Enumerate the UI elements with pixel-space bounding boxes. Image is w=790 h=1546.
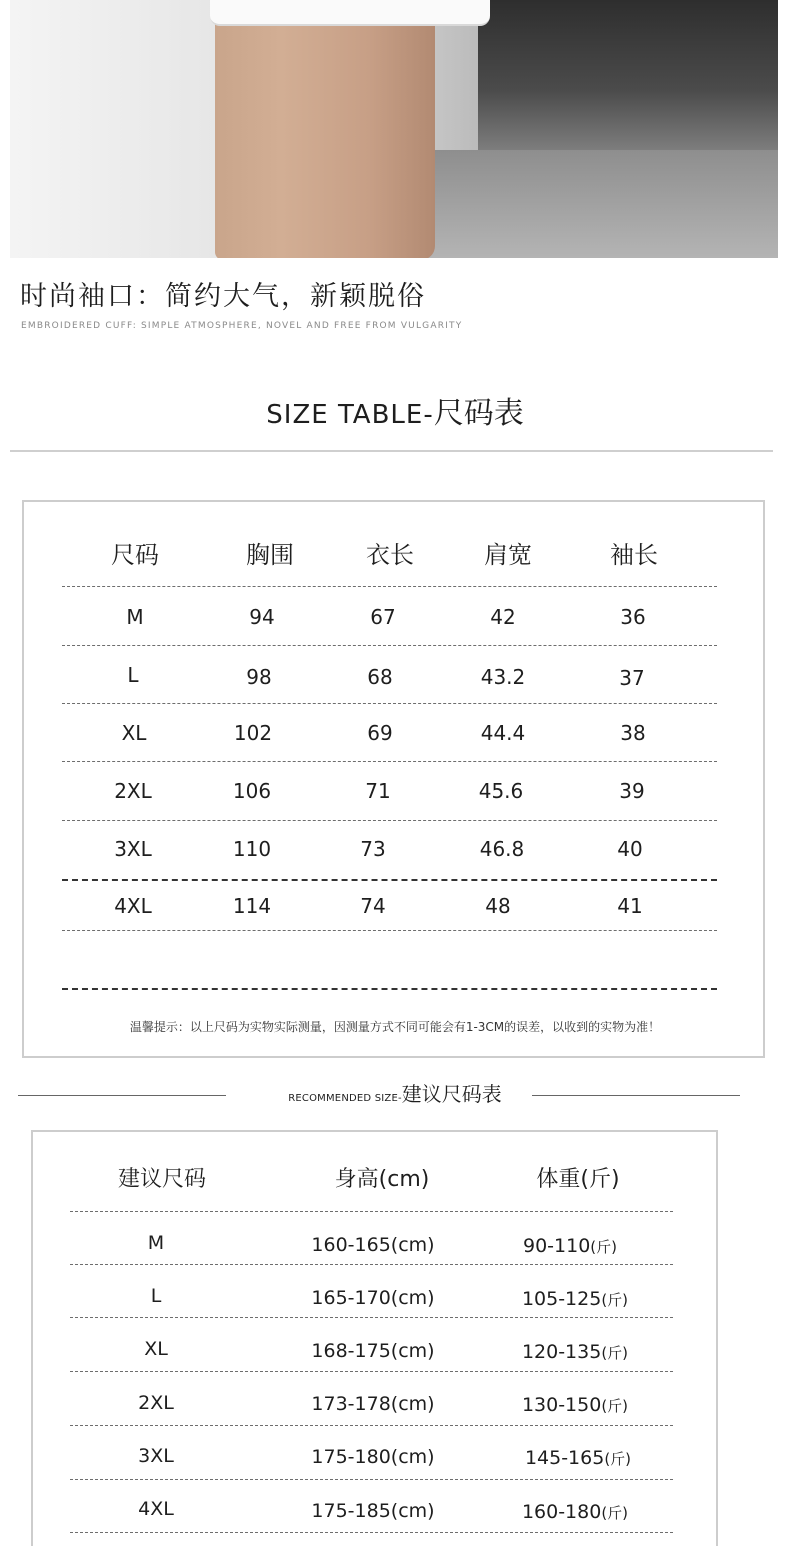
photo-cuff-edge: [210, 0, 490, 26]
cell-sleeve: 41: [617, 894, 643, 918]
rec-header-height: 身高(cm): [334, 1167, 430, 1192]
rec-weight-unit: (斤): [604, 1450, 632, 1468]
cell-size: 3XL: [114, 837, 152, 861]
header-sleeve: 袖长: [610, 541, 658, 569]
rec-cell-height: 175-180(cm): [311, 1446, 435, 1468]
size-table-title: [0, 388, 790, 432]
rec-cell-height: 175-185(cm): [311, 1500, 435, 1522]
rec-cell-height: 173-178(cm): [311, 1393, 435, 1415]
rec-cell-size: M: [147, 1232, 165, 1254]
row-divider: [70, 1211, 673, 1212]
rec-cell-weight: [505, 1288, 645, 1310]
row-divider: [62, 703, 717, 704]
rec-cell-weight: [505, 1501, 645, 1523]
row-divider: [70, 1425, 673, 1426]
cell-chest: 94: [249, 605, 275, 629]
cell-sleeve: 40: [617, 837, 643, 861]
rec-weight-unit: (斤): [601, 1344, 629, 1362]
rec-cell-size: XL: [144, 1338, 168, 1360]
cell-size: M: [126, 605, 144, 629]
cell-size: 4XL: [114, 894, 152, 918]
rec-weight-value: 90-110: [522, 1235, 591, 1257]
header-size: 尺码: [111, 541, 159, 569]
photo-background: [478, 0, 778, 150]
cell-size: L: [127, 663, 139, 687]
rec-header-weight: 体重(斤): [536, 1167, 620, 1192]
row-divider: [62, 930, 717, 931]
rec-title-cn: 建议尺码表: [401, 1082, 502, 1106]
cell-length: 74: [360, 894, 386, 918]
cell-length: 73: [360, 837, 386, 861]
rec-cell-size: 4XL: [138, 1498, 174, 1520]
rec-cell-size: 3XL: [138, 1445, 174, 1467]
rec-weight-value: 105-125: [521, 1288, 602, 1310]
header-length: 衣长: [366, 541, 414, 569]
photo-floor: [418, 150, 778, 258]
row-divider: [62, 586, 717, 587]
photo-sleeve: [10, 0, 220, 258]
section-divider: [10, 450, 773, 452]
cell-chest: 98: [246, 665, 272, 689]
cell-length: 67: [370, 605, 396, 629]
cell-length: 71: [365, 779, 391, 803]
cell-shoulder: 42: [490, 605, 516, 629]
cell-shoulder: 43.2: [480, 665, 526, 689]
rec-weight-value: 160-180: [521, 1501, 602, 1523]
rec-cell-weight: [505, 1341, 645, 1363]
cell-sleeve: 37: [619, 666, 645, 690]
row-divider: [62, 761, 717, 762]
rec-weight-unit: (斤): [601, 1504, 629, 1522]
rec-weight-unit: (斤): [601, 1291, 629, 1309]
cell-size: XL: [121, 721, 147, 745]
rec-cell-height: 168-175(cm): [311, 1340, 435, 1362]
size-table-title-en: SIZE TABLE-: [266, 400, 434, 430]
rec-cell-height: 160-165(cm): [311, 1234, 435, 1256]
header-shoulder: 肩宽: [484, 541, 532, 569]
row-divider: [70, 1264, 673, 1265]
cell-length: 69: [367, 721, 393, 745]
cell-shoulder: 48: [485, 894, 511, 918]
rec-weight-value: 130-150: [521, 1394, 602, 1416]
rec-title-en: RECOMMENDED SIZE-: [288, 1093, 402, 1104]
cell-chest: 110: [232, 837, 272, 861]
recommended-size-title: [0, 1078, 790, 1107]
product-photo-cuff: [10, 0, 778, 258]
cell-sleeve: 36: [620, 605, 646, 629]
row-divider: [62, 988, 717, 990]
row-divider: [70, 1317, 673, 1318]
row-divider: [70, 1479, 673, 1480]
cell-length: 68: [367, 665, 393, 689]
cell-chest: 106: [232, 779, 272, 803]
cell-shoulder: 44.4: [480, 721, 526, 745]
row-divider: [70, 1532, 673, 1533]
row-divider: [62, 820, 717, 821]
cell-shoulder: 46.8: [479, 837, 525, 861]
cell-chest: 114: [232, 894, 272, 918]
cuff-caption-title: 时尚袖口：简约大气，新颖脱俗: [20, 281, 426, 312]
rec-cell-weight: [505, 1394, 645, 1416]
rec-cell-height: 165-170(cm): [311, 1287, 435, 1309]
cell-sleeve: 38: [620, 721, 646, 745]
rec-header-size: 建议尺码: [117, 1167, 206, 1192]
header-chest: 胸围: [246, 541, 294, 569]
cell-chest: 102: [233, 721, 273, 745]
rec-cell-size: 2XL: [138, 1392, 174, 1414]
measurement-note: 温馨提示：以上尺码为实物实际测量，因测量方式不同可能会有1-3CM的误差，以收到的实物为准！: [129, 1020, 661, 1034]
cell-shoulder: 45.6: [478, 779, 524, 803]
rec-weight-unit: (斤): [601, 1397, 629, 1415]
rec-cell-weight: [508, 1447, 648, 1469]
cell-sleeve: 39: [619, 779, 645, 803]
cell-size: 2XL: [114, 779, 152, 803]
rec-weight-value: 120-135: [521, 1341, 602, 1363]
rec-weight-unit: (斤): [590, 1238, 618, 1256]
rec-weight-value: 145-165: [524, 1447, 605, 1469]
row-divider: [62, 645, 717, 646]
rec-cell-weight: [500, 1235, 640, 1257]
rec-cell-size: L: [150, 1285, 162, 1307]
row-divider: [70, 1371, 673, 1372]
row-divider: [62, 879, 717, 881]
cuff-caption-subtitle: EMBROIDERED CUFF: SIMPLE ATMOSPHERE, NOVEL AND FREE FROM VULGARITY: [21, 321, 463, 331]
size-table-title-cn: 尺码表: [433, 396, 524, 431]
photo-arm: [215, 20, 435, 258]
